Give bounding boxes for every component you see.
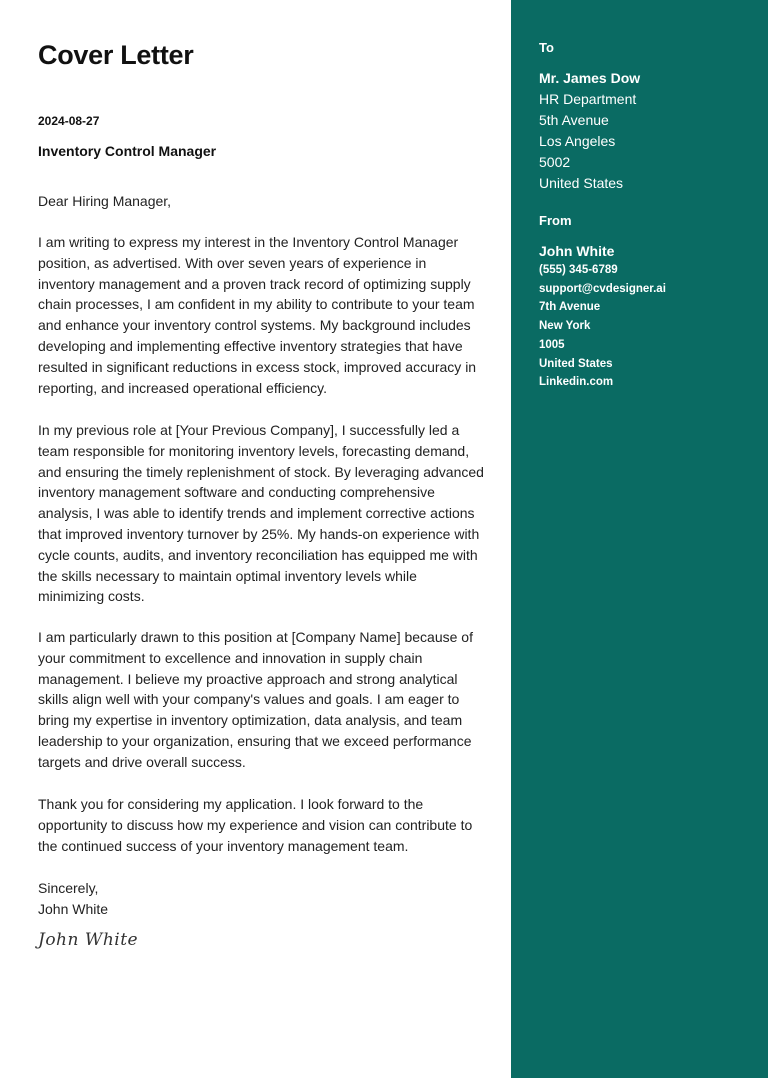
recipient-country: United States bbox=[539, 175, 624, 191]
contact-sidebar bbox=[511, 0, 768, 1078]
letter-body bbox=[38, 0, 484, 1078]
sender-city: New York bbox=[539, 320, 591, 333]
paragraph-thanks: Thank you for considering my application. I look forward to the opportunity to discuss how my experience and vision can contribute to the continued success of your inventory management team. bbox=[38, 796, 473, 854]
recipient-heading: To bbox=[539, 40, 554, 55]
paragraph-motivation: I am particularly drawn to this position at [Company Name] because of your commitment to excellence and innovation in supply chain management. I believe my proactive approach and strong analytical skills align well with your company's values and goals. I am eager to bring my expertise in inventory optimization, data analysis, and team leadership to your organization, ensuring that we exceed performance targets and drive overall success. bbox=[38, 629, 473, 770]
recipient-postal-code: 5002 bbox=[539, 154, 571, 170]
sender-email: support@cvdesigner.ai bbox=[539, 282, 666, 295]
sender-postal-code: 1005 bbox=[539, 338, 565, 351]
position-title: Inventory Control Manager bbox=[38, 143, 217, 159]
recipient-city: Los Angeles bbox=[539, 133, 616, 149]
sender-linkedin: Linkedin.com bbox=[539, 376, 614, 389]
sender-name: John White bbox=[539, 243, 615, 259]
recipient-street: 5th Avenue bbox=[539, 112, 609, 128]
letter-date: 2024-08-27 bbox=[38, 114, 100, 128]
recipient-department: HR Department bbox=[539, 91, 637, 107]
salutation: Dear Hiring Manager, bbox=[38, 193, 172, 209]
recipient-name: Mr. James Dow bbox=[539, 70, 641, 86]
paragraph-intro: I am writing to express my interest in the Inventory Control Manager position, as advertised. With over seven years of experience in inventory management and a proven track record of optimizing supply chain processes, I am confident in my ability to contribute to your team and enhance your inventory control systems. My background includes developing and implementing effective inventory strategies that have resulted in significant reductions in excess stock, improved accuracy in reporting, and increased operational efficiency. bbox=[38, 234, 477, 396]
sender-heading: From bbox=[539, 213, 572, 228]
handwritten-signature: John White bbox=[38, 930, 139, 950]
closing-block bbox=[38, 878, 108, 920]
sender-street: 7th Avenue bbox=[539, 301, 601, 314]
sender-block bbox=[539, 213, 759, 392]
closing-name: John White bbox=[38, 901, 109, 917]
closing-phrase: Sincerely, bbox=[38, 880, 99, 896]
paragraph-experience: In my previous role at [Your Previous Company], I successfully led a team responsible for monitoring inventory levels, forecasting demand, and ensuring the timely replenishment of stock. By leveraging advanced inventory management software and conducting comprehensive analysis, I was able to identify trends and implement corrective actions that improved inventory turnover by 25%. My hands-on experience with cycle counts, audits, and inventory reconciliation has equipped me with the skills necessary to maintain optimal inventory levels while minimizing costs. bbox=[38, 422, 484, 605]
sender-phone: (555) 345-6789 bbox=[539, 264, 618, 276]
sender-country: United States bbox=[539, 357, 613, 370]
recipient-block bbox=[539, 40, 759, 194]
page-title: Cover Letter bbox=[38, 40, 194, 70]
